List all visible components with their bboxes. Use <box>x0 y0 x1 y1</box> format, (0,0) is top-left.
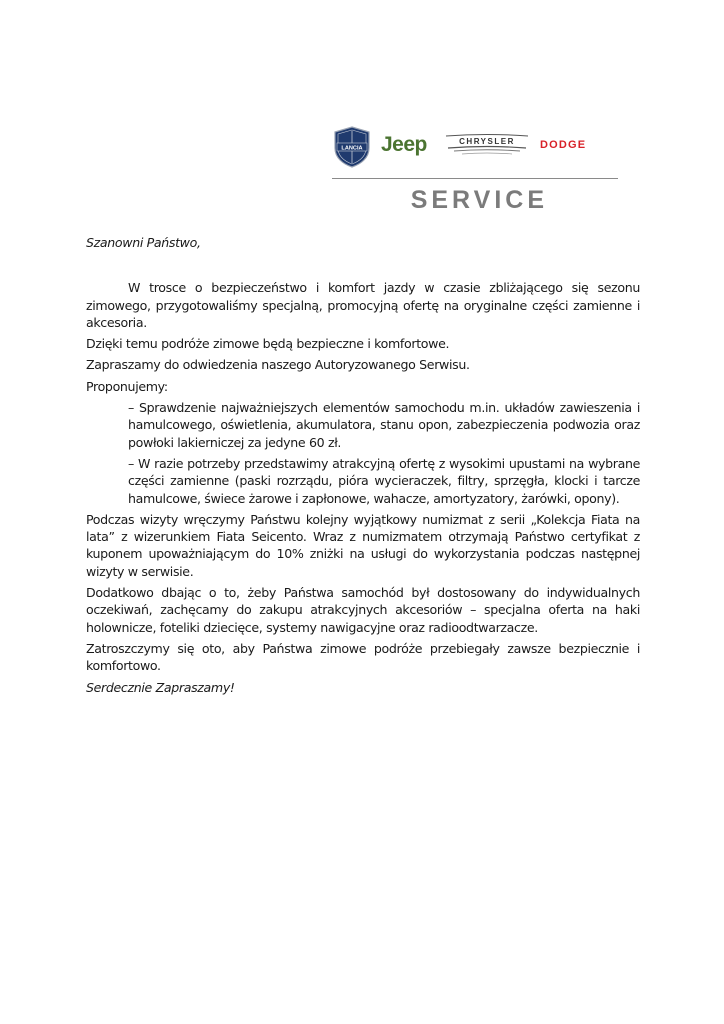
closing-line: Serdecznie Zapraszamy! <box>86 679 235 695</box>
propose-label: Proponujemy: <box>86 378 168 394</box>
brand-logos <box>330 124 620 170</box>
letterhead <box>330 124 620 216</box>
offer-list <box>128 399 640 507</box>
comfort-paragraph: Dzięki temu podróże zimowe będą bezpieczne i komfortowe. <box>86 336 450 352</box>
invite-paragraph: Zapraszamy do odwiedzenia naszego Autoryzowanego Serwisu. <box>86 357 470 373</box>
dodge-logo: DODGE <box>540 139 587 151</box>
lancia-logo-text: LANCIA <box>341 145 363 152</box>
chrysler-logo-text: CHRYSLER <box>459 137 515 146</box>
offer-item-parts: – W razie potrzeby przedstawimy atrakcyjną ofertę z wysokimi upustami na wybrane części zamienne (paski rozrządu, pióra wycieraczek, filtry, sprzęgła, klocki i tarcze hamulcowe, świece żarowe i zapłonowe, wahacze, amortyzatory, żarówki, opony). <box>128 455 640 506</box>
coin-paragraph: Podczas wizyty wręczymy Państwu kolejny wyjątkowy numizmat z serii „Kolekcja Fiata na lata” z wizerunkiem Fiata Seicento. Wraz z numizmatem otrzymają Państwo certyfikat z kuponem upoważniającym do 10% zniżki na usługi do wykorzystania podczas następnej wizyty w serwisie. <box>86 511 640 579</box>
greeting: Szanowni Państwo, <box>86 235 201 250</box>
lancia-logo <box>332 126 372 168</box>
accessories-paragraph: Dodatkowo dbając o to, żeby Państwa samochód był dostosowany do indywidualnych oczekiwań, zachęcamy do zakupu atrakcyjnych akcesoriów – specjalna oferta na haki holownicze, foteliki dziecięce, systemy nawigacyjne oraz radioodtwarzacze. <box>86 585 640 635</box>
offer-item-inspection: – Sprawdzenie najważniejszych elementów samochodu m.in. układów zawieszenia i hamulcowego, oświetlenia, akumulatora, stanu opon, zabezpieczenia podwozia oraz powłoki lakierniczej za jedyne 60 zł. <box>128 400 640 450</box>
letter-body <box>86 234 640 700</box>
care-paragraph: Zatroszczymy się oto, aby Państwa zimowe podróże przebiegały zawsze bezpiecznie i komfortowo. <box>86 640 640 674</box>
intro-paragraph: W trosce o bezpieczeństwo i komfort jazdy w czasie zbliżającego się sezonu zimowego, przygotowaliśmy specjalną, promocyjną ofertę na oryginalne części zamienne i akcesoria. <box>86 280 640 330</box>
jeep-logo: Jeep <box>381 133 427 156</box>
header-divider <box>332 178 618 179</box>
chrysler-logo <box>444 133 530 155</box>
service-title: SERVICE <box>410 186 548 214</box>
